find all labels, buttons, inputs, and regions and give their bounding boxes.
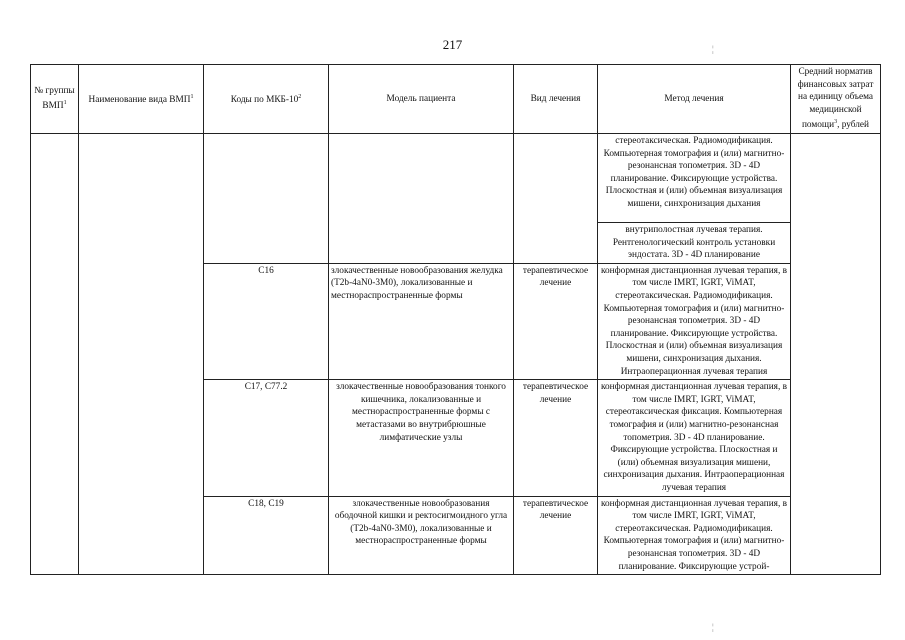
treatment-method-cell: конформная дистанционная лучевая терапия, в том числе IMRT, IGRT, ViMAT, стереотаксическая фиксация. Компьютерная томография и (или) магнитно-резонансная топометрия. 3D - 4D планирование. Фиксирующие устройства. Плоскостная и (или) объемная визуализация мишени, синхронизация дыхания. Интраоперационная лучевая терапия (598, 380, 791, 496)
scan-mark: ¦ (712, 622, 714, 632)
treatment-method-cell: стереотаксическая. Радиомодификация. Компьютерная томография и (или) магнитно-резонансная топометрия. 3D - 4D планирование. Фиксирующие устройства. Плоскостная и (или) объемная визуализация мишени, синхронизация дыхания (598, 134, 791, 223)
treatment-method-cell: конформная дистанционная лучевая терапия, в том числе IMRT, IGRT, ViMAT, стереотаксическая. Радиомодификация. Компьютерная томография и (или) магнитно-резонансная топометрия. 3D - 4D планирование. Фиксирующие устрой- (598, 496, 791, 575)
vmp-name-cell (79, 134, 204, 575)
header-vmp-name: Наименование вида ВМП$^1$ (79, 65, 204, 134)
header-icd-codes: Коды по МКБ-$10^2$ (204, 65, 329, 134)
header-patient-model: Модель пациента (329, 65, 514, 134)
header-cost-norm: Средний норматив финансовых затрат на единицу объема медицинской помощи$^3$, рублей (791, 65, 881, 134)
vmp-table (30, 64, 881, 575)
patient-model-cell: злокачественные новообразования желудка (T2b-4aN0-3M0), локализованные и местнораспространенные формы (329, 263, 514, 379)
icd-code-cell (204, 134, 329, 264)
icd-code-cell: C17, C77.2 (204, 380, 329, 496)
patient-model-cell: злокачественные новообразования тонкого кишечника, локализованные и местнораспространенные формы с метастазами во внутрибрюшные лимфатические узлы (329, 380, 514, 496)
icd-code-cell: C16 (204, 263, 329, 379)
header-treatment-method: Метод лечения (598, 65, 791, 134)
icd-code-cell: C18, C19 (204, 496, 329, 575)
treatment-type-cell: терапевтическое лечение (514, 263, 598, 379)
cost-cell (791, 134, 881, 575)
treatment-method-cell: внутриполостная лучевая терапия. Рентгенологический контроль установки эндостата. 3D - 4D планирование (598, 223, 791, 264)
patient-model-cell (329, 134, 514, 264)
table-header-row (31, 65, 881, 134)
treatment-type-cell: терапевтическое лечение (514, 380, 598, 496)
group-number-cell (31, 134, 79, 575)
header-group-number: № группы ВМП$^1$ (31, 65, 79, 134)
scan-mark: ¦ (712, 44, 714, 54)
treatment-method-cell: конформная дистанционная лучевая терапия, в том числе IMRT, IGRT, ViMAT, стереотаксическая. Радиомодификация. Компьютерная томография и (или) магнитно-резонансная топометрия. 3D - 4D планирование. Фиксирующие устройства. Плоскостная и (или) объемная визуализация мишени, синхронизация дыхания. Интраоперационная лучевая терапия (598, 263, 791, 379)
patient-model-cell: злокачественные новообразования ободочной кишки и ректосигмоидного угла (T2b-4aN0-3M0), локализованные и местнораспространенные формы (329, 496, 514, 575)
header-treatment-type: Вид лечения (514, 65, 598, 134)
treatment-type-cell (514, 134, 598, 264)
page-number: 217 (442, 37, 463, 52)
table-row (31, 134, 881, 223)
treatment-type-cell: терапевтическое лечение (514, 496, 598, 575)
